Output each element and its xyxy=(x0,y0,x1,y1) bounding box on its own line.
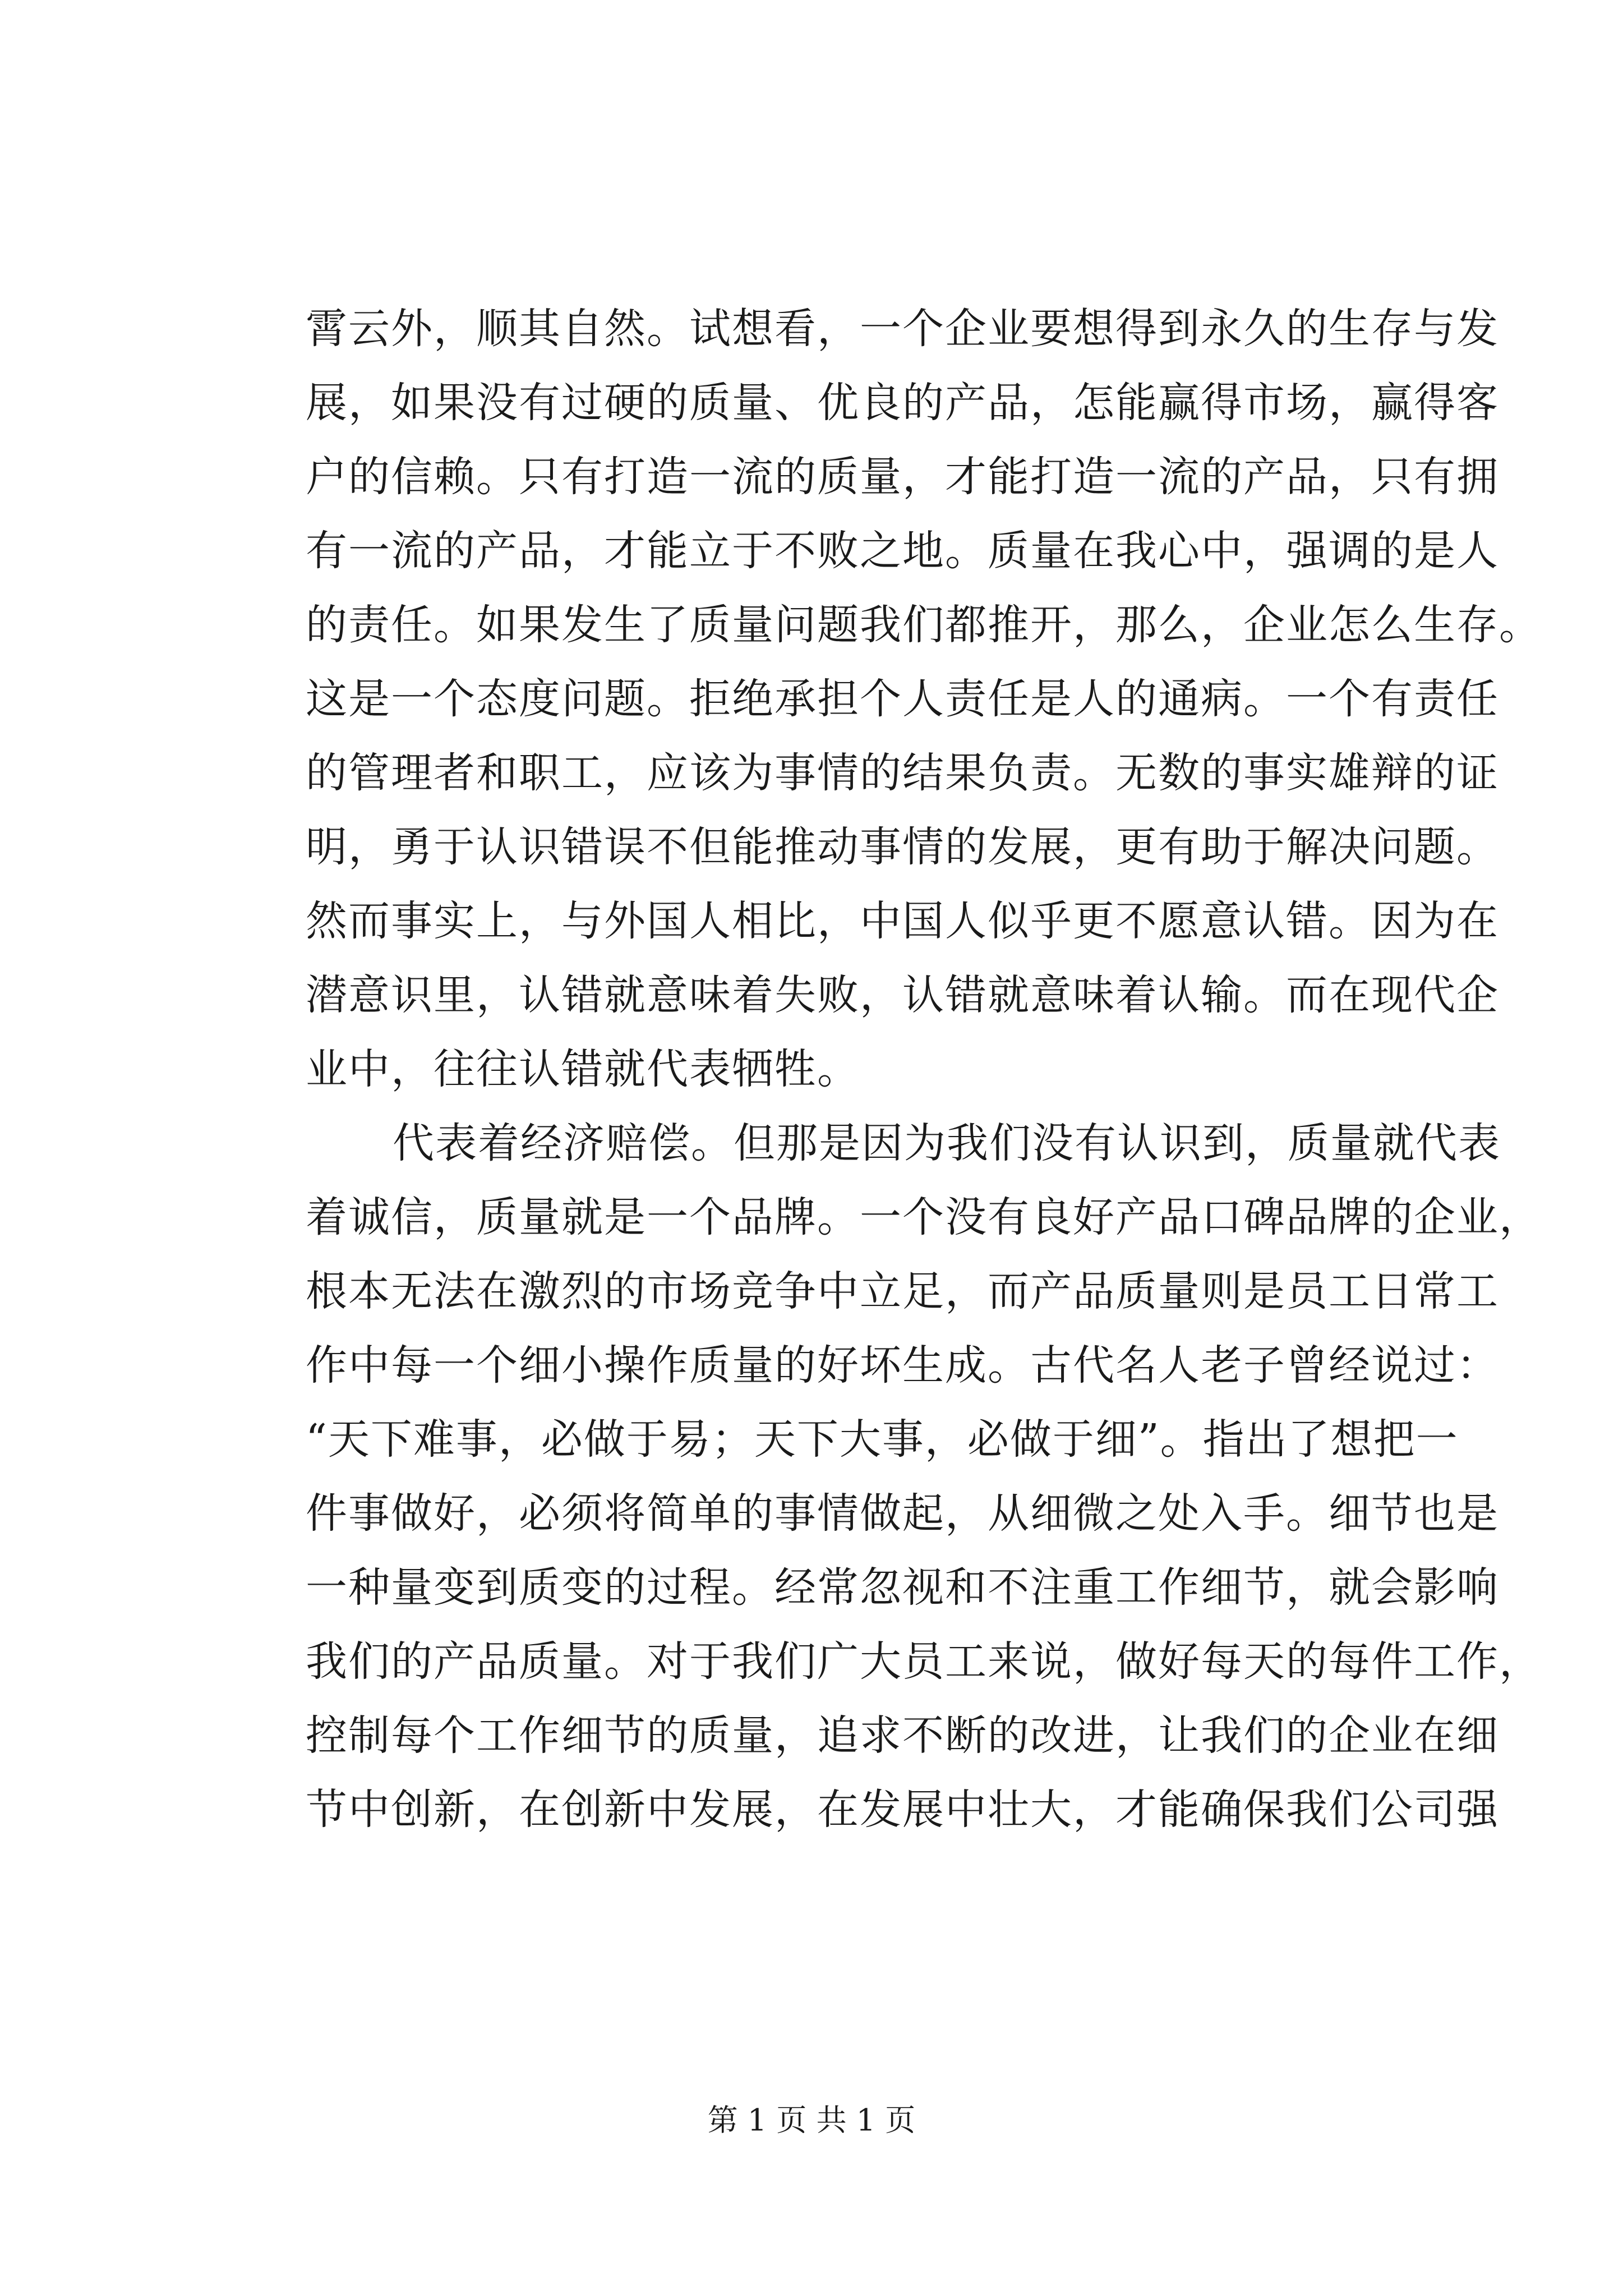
text-line: 的责任。如果发生了质量问题我们都推开，那么，企业怎么生存。 xyxy=(306,601,1542,649)
text-line: 的管理者和职工，应该为事情的结果负责。无数的事实雄辩的证 xyxy=(306,749,1499,797)
text-line: 户的信赖。只有打造一流的质量，才能打造一流的产品，只有拥 xyxy=(306,453,1499,501)
text-line: 根本无法在激烈的市场竞争中立足，而产品质量则是员工日常工 xyxy=(306,1267,1499,1315)
text-line: 控制每个工作细节的质量，追求不断的改进，让我们的企业在细 xyxy=(306,1711,1499,1760)
text-line: 然而事实上，与外国人相比，中国人似乎更不愿意认错。因为在 xyxy=(306,897,1499,945)
text-line: 节中创新，在创新中发展，在发展中壮大，才能确保我们公司强 xyxy=(306,1786,1499,1834)
text-line: 一种量变到质变的过程。经常忽视和不注重工作细节，就会影响 xyxy=(306,1563,1499,1612)
text-line: 件事做好，必须将简单的事情做起，从细微之处入手。细节也是 xyxy=(306,1489,1499,1538)
text-line: 业中，往往认错就代表牺牲。 xyxy=(306,1045,860,1093)
text-line: 霄云外，顺其自然。试想看，一个企业要想得到永久的生存与发 xyxy=(306,305,1499,353)
text-line: 展，如果没有过硬的质量、优良的产品，怎能赢得市场，赢得客 xyxy=(306,379,1499,427)
text-line: 这是一个态度问题。拒绝承担个人责任是人的通病。一个有责任 xyxy=(306,675,1499,723)
text-line: 我们的产品质量。对于我们广大员工来说，做好每天的每件工作， xyxy=(306,1637,1542,1686)
body-text xyxy=(306,292,1542,1847)
text-line: 有一流的产品，才能立于不败之地。质量在我心中，强调的是人 xyxy=(306,527,1499,575)
text-line: 明，勇于认识错误不但能推动事情的发展，更有助于解决问题。 xyxy=(306,823,1499,871)
text-line: “天下难事，必做于易；天下大事，必做于细”。指出了想把一 xyxy=(306,1415,1459,1464)
page-footer: 第 1 页 共 1 页 xyxy=(707,2102,916,2138)
text-line: 着诚信，质量就是一个品牌。一个没有良好产品口碑品牌的企业， xyxy=(306,1193,1542,1241)
paragraph-start-line: 代表着经济赔偿。但那是因为我们没有认识到，质量就代表 xyxy=(393,1119,1501,1167)
text-line: 潜意识里，认错就意味着失败，认错就意味着认输。而在现代企 xyxy=(306,971,1499,1019)
text-line: 作中每一个细小操作质量的好坏生成。古代名人老子曾经说过： xyxy=(306,1341,1499,1389)
